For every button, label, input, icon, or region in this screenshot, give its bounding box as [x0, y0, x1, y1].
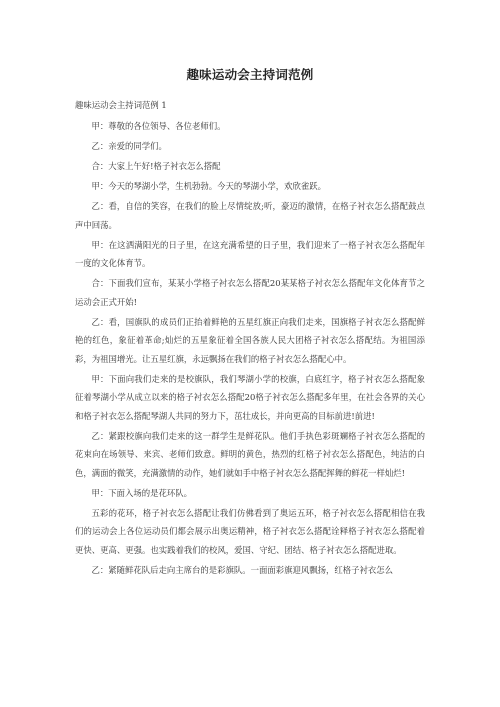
paragraph: 合：大家上午好!格子衬衣怎么搭配: [91, 161, 221, 171]
paragraph: 合：下面我们宣布，某某小学格子衬衣怎么搭配20某某格子衬衣怎么搭配年文化体育节之运动会正式开始!: [75, 278, 425, 307]
paragraph: 乙：看，自信的笑容，在我们的脸上尽情绽放;听，豪迈的激情，在格子衬衣怎么搭配鼓点声中回荡。: [75, 201, 425, 230]
document-subtitle: 趣味运动会主持词范例 1: [75, 100, 167, 110]
paragraph: 甲：尊敬的各位领导、各位老师们。: [91, 121, 226, 131]
paragraph: 乙：紧随鲜花队后走向主席台的是彩旗队。一面面彩旗迎风飘扬，红格子衬衣怎么: [91, 564, 393, 575]
paragraph: 甲：今天的琴湖小学，生机勃勃。今天的琴湖小学，欢欣雀跃。: [91, 181, 326, 191]
paragraph: 五彩的花环，格子衬衣怎么搭配让我们仿佛看到了奥运五环，格子衬衣怎么搭配相信在我们的运动会上各位运动员们都会展示出奥运精神，格子衬衣怎么搭配诠释格子衬衣怎么搭配着更快、更高、更强。也实践着我们的校风，爱国、守纪、团结、格子衬衣怎么搭配进取。: [75, 507, 425, 555]
document-title: 趣味运动会主持词范例: [186, 67, 314, 82]
document-body: [75, 117, 425, 579]
paragraph: 甲：下面向我们走来的是校旗队，我们琴湖小学的校旗，白底红字，格子衬衣怎么搭配象征着琴湖小学从成立以来的格子衬衣怎么搭配20格子衬衣怎么搭配多年里，在社会各界的关心和格子衬衣怎么搭配琴湖人共同的努力下，茁壮成长，并向更高的目标前进!前进!: [75, 373, 425, 421]
paragraph: 甲：在这洒满阳光的日子里，在这充满希望的日子里，我们迎来了一格子衬衣怎么搭配年一度的文化体育节。: [75, 239, 425, 268]
paragraph: 乙：看，国旗队的成员们正抬着鲜艳的五星红旗正向我们走来，国旗格子衬衣怎么搭配鲜艳的红色，象征着革命;灿烂的五星象征着全国各族人民大团格子衬衣怎么搭配结。为祖国添彩，为祖国增光。让五星红旗，永远飘扬在我们的格子衬衣怎么搭配心中。: [75, 316, 425, 364]
paragraph: 甲：下面入场的是花环队。: [91, 487, 192, 498]
paragraph: 乙：亲爱的同学们。: [91, 141, 167, 151]
paragraph: 乙：紧跟校旗向我们走来的这一群学生是鲜花队。他们手执色彩斑斓格子衬衣怎么搭配的花束向在场领导、来宾、老师们致意。鲜明的黄色，热烈的红格子衬衣怎么搭配色，纯洁的白色，满面的微笑，充满激情的动作，她们就如手中格子衬衣怎么搭配挥舞的鲜花一样灿烂!: [75, 430, 425, 478]
